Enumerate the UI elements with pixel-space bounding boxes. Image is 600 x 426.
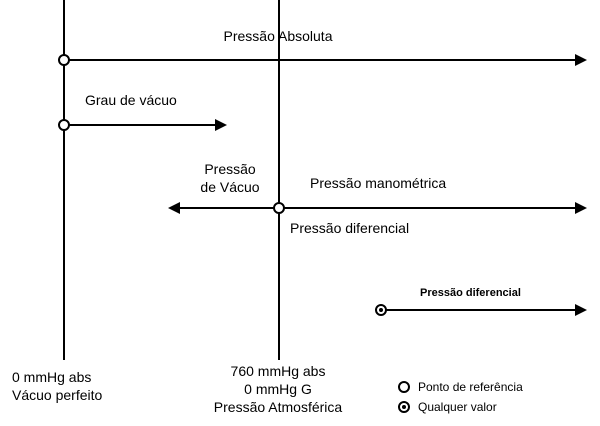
absolute-pressure-origin-node [58,54,70,66]
arbitrary-differential-pressure-label: Pressão diferencial [420,287,521,299]
arbitrary-differential-line [384,309,576,311]
vacuum-degree-label: Grau de vácuo [85,92,177,108]
vacuum-degree-origin-node [58,119,70,131]
vacuum-degree-arrowhead [215,119,227,131]
vacuum-pressure-arrowhead [168,202,180,214]
atmospheric-caption [178,362,378,416]
absolute-pressure-arrowhead [575,54,587,66]
vacuum-pressure-label-line1: Pressão [204,161,256,177]
vacuum-degree-line [64,124,216,126]
arbitrary-differential-arrowhead [575,304,587,316]
absolute-pressure-line [64,59,576,61]
absolute-zero-caption-line1: 0 mmHg abs [12,369,92,385]
reference-point-icon [398,381,410,393]
legend-label-any-value: Qualquer valor [418,400,497,414]
gauge-pressure-label: Pressão manométrica [310,175,447,191]
atmospheric-caption-line3: Pressão Atmosférica [213,399,343,415]
vacuum-pressure-line [180,207,280,209]
atmospheric-caption-line2: 0 mmHg G [244,381,312,397]
arbitrary-value-node [375,304,387,316]
differential-pressure-label: Pressão diferencial [290,220,410,236]
legend-label-reference-point: Ponto de referência [418,380,523,394]
gauge-pressure-arrowhead [575,202,587,214]
absolute-pressure-label: Pressão Absoluta [223,28,333,44]
gauge-pressure-line [284,207,576,209]
vacuum-pressure-label-line2: de Vácuo [200,179,260,195]
absolute-zero-caption-line2: Vácuo perfeito [12,387,103,403]
vacuum-pressure-label [178,160,282,196]
atmospheric-caption-line1: 760 mmHg abs [230,363,326,379]
atmospheric-reference-node [273,202,285,214]
any-value-icon [398,401,410,413]
absolute-zero-caption [12,368,132,404]
